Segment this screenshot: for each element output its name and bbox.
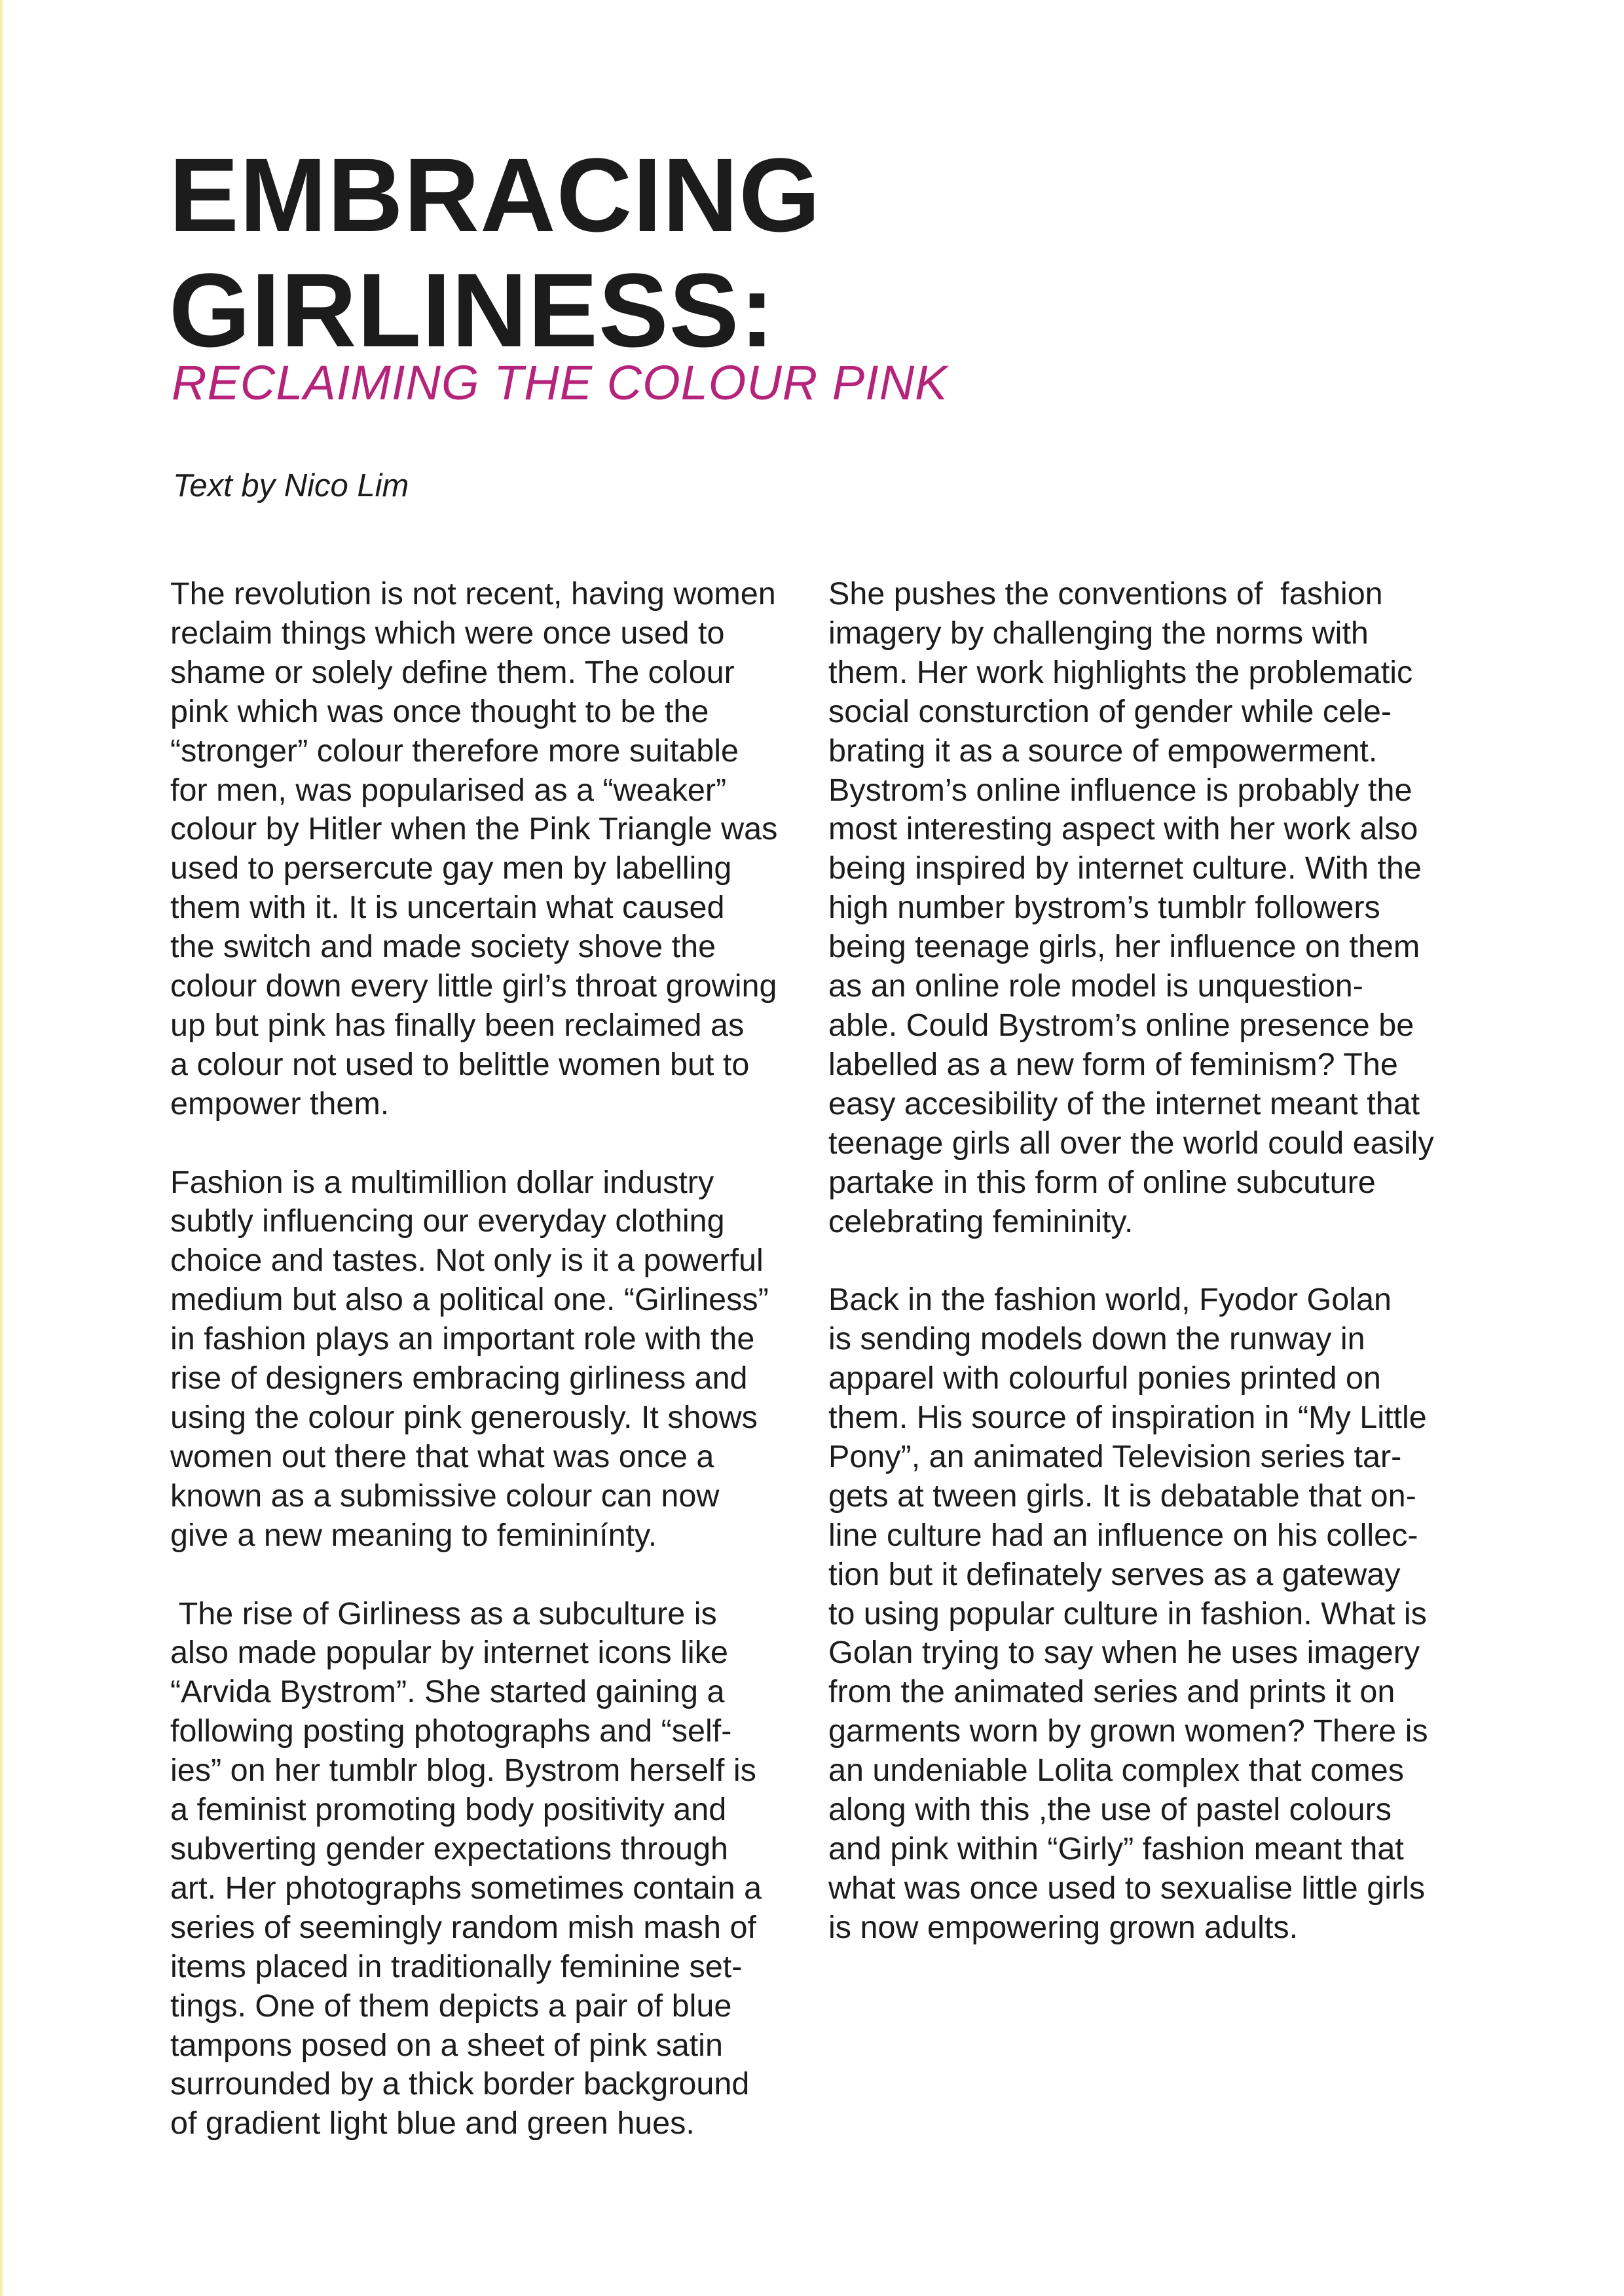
text-line: being inspired by internet culture. With the (828, 850, 1422, 886)
text-line: ies” on her tumblr blog. Bystrom herself is (170, 1753, 756, 1789)
text-line: gets at tween girls. It is debatable that on- (828, 1478, 1416, 1514)
text-line: teenage girls all over the world could easily (828, 1125, 1434, 1161)
text-line: brating it as a source of empowerment. (828, 733, 1378, 769)
text-line: the switch and made society shove the (170, 929, 716, 965)
text-line: known as a submissive colour can now (170, 1478, 720, 1514)
text-line: imagery by challenging the norms with (828, 615, 1369, 651)
text-line: along with this ,the use of pastel colours (828, 1792, 1392, 1828)
text-line: series of seemingly random mish mash of (170, 1909, 756, 1945)
text-line: “Arvida Bystrom”. She started gaining a (170, 1674, 725, 1710)
text-line: of gradient light blue and green hues. (170, 2105, 695, 2141)
paragraph (170, 1595, 825, 2144)
text-line: empower them. (170, 1085, 390, 1121)
paragraph-gap (170, 1124, 825, 1163)
text-line: an undeniable Lolita complex that comes (828, 1753, 1404, 1789)
text-line: in fashion plays an important role with the (170, 1321, 755, 1357)
text-line: used to persercute gay men by labelling (170, 850, 732, 886)
paragraph (170, 575, 825, 1124)
article-title (169, 137, 821, 368)
text-line: garments worn by grown women? There is (828, 1713, 1428, 1749)
text-line: The rise of Girliness as a subculture is (170, 1595, 717, 1631)
paragraph (828, 1281, 1483, 1947)
text-line: subtly influencing our everyday clothing (170, 1203, 725, 1239)
text-line: subverting gender expectations through (170, 1831, 729, 1867)
text-line: social consturction of gender while cele- (828, 693, 1392, 729)
text-line: is now empowering grown adults. (828, 1909, 1299, 1945)
text-line: what was once used to sexualise little girls (828, 1870, 1426, 1906)
text-line: colour down every little girl’s throat growing (170, 968, 777, 1004)
text-line: partake in this form of online subcuture (828, 1164, 1376, 1200)
text-line: to using popular culture in fashion. What is (828, 1595, 1427, 1631)
text-line: celebrating femininity. (828, 1203, 1134, 1239)
text-line: tings. One of them depicts a pair of blue (170, 1988, 732, 2024)
text-line: apparel with colourful ponies printed on (828, 1360, 1381, 1396)
text-line: able. Could Bystrom’s online presence be (828, 1007, 1414, 1043)
paragraph-gap (828, 1241, 1483, 1281)
text-line: a feminist promoting body positivity and (170, 1792, 727, 1828)
text-line: from the animated series and prints it on (828, 1674, 1395, 1710)
text-line: following posting photographs and “self- (170, 1713, 732, 1749)
text-line: pink which was once thought to be the (170, 693, 709, 729)
text-line: surrounded by a thick border background (170, 2066, 750, 2102)
text-line: them. Her work highlights the problematic (828, 654, 1413, 690)
text-line: is sending models down the runway in (828, 1321, 1365, 1357)
text-line: give a new meaning to femininínty. (170, 1517, 657, 1553)
text-line: labelled as a new form of feminism? The (828, 1046, 1398, 1082)
text-line: easy accesibility of the internet meant that (828, 1085, 1420, 1121)
left-text-column (170, 575, 825, 2143)
paragraph (828, 575, 1483, 1241)
text-line: and pink within “Girly” fashion meant that (828, 1831, 1404, 1867)
article-title-line-1: EMBRACING (169, 136, 821, 253)
text-line: reclaim things which were once used to (170, 615, 725, 651)
text-line: line culture had an influence on his collec- (828, 1517, 1418, 1553)
article-byline: Text by Nico Lim (173, 468, 409, 503)
text-line: Bystrom’s online influence is probably the (828, 772, 1412, 808)
text-line: also made popular by internet icons like (170, 1635, 728, 1671)
page-edge-line (0, 0, 3, 2296)
article-title-line-2: GIRLINESS: (169, 251, 775, 369)
text-line: shame or solely define them. The colour (170, 654, 735, 690)
text-line: for men, was popularised as a “weaker” (170, 772, 727, 808)
text-line: tampons posed on a sheet of pink satin (170, 2027, 723, 2063)
text-line: Back in the fashion world, Fyodor Golan (828, 1282, 1392, 1318)
text-line: Golan trying to say when he uses imagery (828, 1635, 1420, 1671)
text-line: “stronger” colour therefore more suitable (170, 733, 739, 769)
text-line: choice and tastes. Not only is it a powerful (170, 1243, 764, 1279)
text-line: them with it. It is uncertain what caused (170, 890, 725, 926)
text-line: Pony”, an animated Television series tar- (828, 1438, 1402, 1474)
text-line: Fashion is a multimillion dollar industry (170, 1164, 714, 1200)
text-line: tion but it definately serves as a gateway (828, 1556, 1401, 1592)
text-line: She pushes the conventions of fashion (828, 576, 1383, 611)
text-line: The revolution is not recent, having women (170, 576, 776, 611)
text-line: art. Her photographs sometimes contain a (170, 1870, 762, 1906)
text-line: up but pink has finally been reclaimed as (170, 1007, 745, 1043)
text-line: high number bystrom’s tumblr followers (828, 890, 1380, 926)
text-line: a colour not used to belittle women but to (170, 1046, 750, 1082)
text-line: medium but also a political one. “Girliness” (170, 1282, 769, 1318)
text-line: rise of designers embracing girliness and (170, 1360, 748, 1396)
text-line: colour by Hitler when the Pink Triangle was (170, 811, 778, 847)
article-subtitle: RECLAIMING THE COLOUR PINK (172, 355, 948, 410)
text-line: them. His source of inspiration in “My Little (828, 1400, 1427, 1436)
text-line: most interesting aspect with her work also (828, 811, 1418, 847)
text-line: items placed in traditionally feminine set- (170, 1948, 743, 1984)
right-text-column (828, 575, 1483, 1948)
text-line: being teenage girls, her influence on them (828, 929, 1420, 965)
text-line: using the colour pink generously. It shows (170, 1400, 758, 1436)
text-line: women out there that what was once a (170, 1438, 714, 1474)
text-line: as an online role model is unquestion- (828, 968, 1363, 1004)
paragraph-gap (170, 1556, 825, 1595)
paragraph (170, 1163, 825, 1556)
